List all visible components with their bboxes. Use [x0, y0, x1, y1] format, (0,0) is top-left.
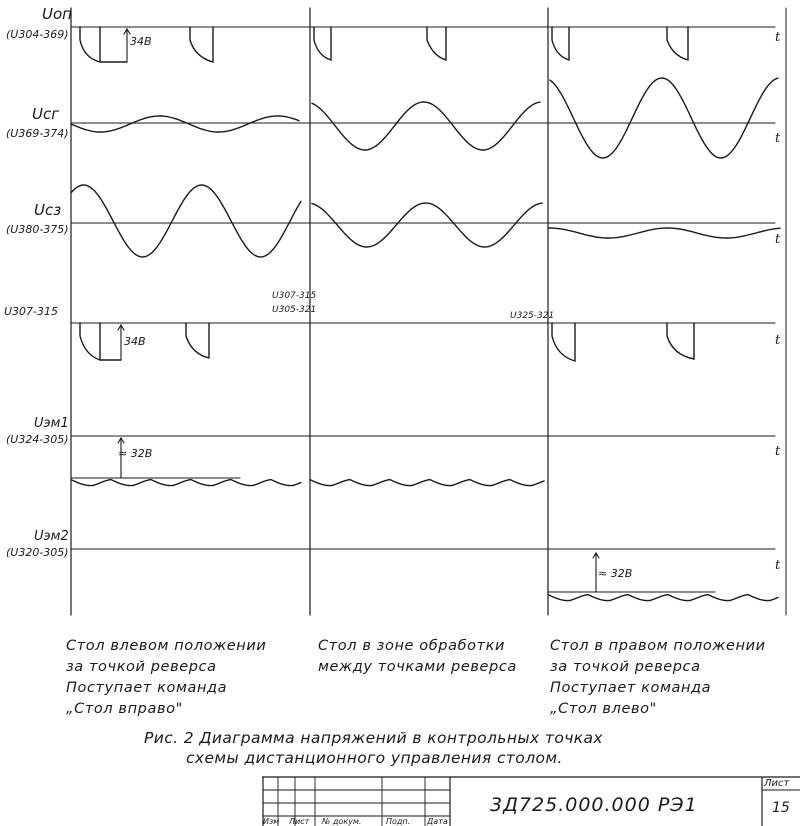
label-ucz [34, 202, 61, 219]
annotation-32v-a: ≈ 32В [118, 447, 153, 460]
t-axis-label-2: t [775, 131, 781, 146]
label-uop-sub-text: (U304-369) [6, 28, 69, 41]
stamp-col-label-1: Изм [263, 817, 280, 826]
annotation-32v-b: ≈ 32В [598, 567, 633, 580]
label-u307b [272, 291, 316, 301]
u325-wave-col3 [552, 323, 575, 361]
caption-left-line-2: за точкой реверса [66, 659, 217, 675]
ucg-wave-col2 [312, 102, 540, 150]
label-ucg-main: Uсг [32, 105, 60, 123]
u325-wave-col3b [667, 323, 694, 359]
u307-wave-col1b [186, 323, 209, 358]
label-uop-main: Uоп [42, 5, 72, 23]
sheet-number: 15 [772, 800, 790, 816]
label-ucz-main: Uсз [34, 201, 62, 219]
label-ucz-sub-text: (U380-375) [6, 223, 69, 236]
t-axis-label-4: t [775, 333, 781, 348]
caption-left [66, 636, 266, 720]
label-uem1-sub [6, 434, 69, 447]
label-uem2-sub-text: (U320-305) [6, 546, 69, 559]
caption-left-line-4: „Стол вправо" [66, 701, 183, 717]
caption-middle [318, 636, 517, 678]
label-uem2-main: Uэм2 [34, 529, 69, 544]
uem1-wave-col2 [310, 480, 544, 486]
caption-right-line-4: „Стол влево" [550, 701, 657, 717]
annotation-34v-a: 34В [130, 35, 152, 48]
sheet-label: Лист [764, 778, 790, 789]
label-uem2 [34, 530, 69, 545]
ucz-wave-col1 [71, 185, 301, 257]
u307-wave-col1 [80, 323, 121, 360]
figure-title-line-1: Рис. 2 Диаграмма напряжений в контрольных точках [144, 729, 604, 747]
caption-left-line-3: Поступает команда [66, 680, 228, 696]
label-u305 [272, 305, 316, 315]
uop-wave-col1b [190, 27, 213, 62]
uop-wave-col3b [667, 27, 688, 60]
annotation-34v-b: 34В [124, 335, 146, 348]
caption-right-line-3: Поступает команда [550, 680, 712, 696]
label-ucg-sub-text: (U369-374) [6, 127, 69, 140]
ucz-wave-col2 [312, 203, 542, 247]
t-axis-label-1: t [775, 30, 781, 45]
label-u325 [510, 311, 554, 321]
label-uem1-sub-text: (U324-305) [6, 433, 69, 446]
label-u307b-text: U307-315 [272, 291, 317, 301]
stamp-col-label-4: Подп. [386, 817, 411, 826]
label-u325-text: U325-321 [510, 311, 555, 321]
figure-title-line-2: схемы дистанционного управления столом. [186, 749, 563, 767]
stamp-col-label-2: Лист [289, 817, 310, 826]
ucg-wave-col3 [550, 78, 781, 158]
label-ucg [32, 106, 59, 123]
caption-left-line-1: Стол влевом положении [66, 638, 267, 654]
caption-right [550, 636, 766, 720]
caption-right-line-2: за точкой реверса [550, 659, 701, 675]
uop-wave-col3 [552, 27, 569, 60]
label-uem2-sub [6, 547, 69, 560]
label-ucg-sub [6, 128, 69, 141]
uop-wave-col2b [427, 27, 446, 60]
caption-middle-line-1: Стол в зоне обработки [318, 638, 506, 654]
uop-wave-col2 [314, 27, 331, 60]
label-u307-text: U307-315 [4, 305, 59, 318]
label-u305-text: U305-321 [272, 305, 317, 315]
t-axis-label-6: t [775, 558, 781, 573]
stamp-col-label-5: Дата [427, 817, 448, 826]
document-code: 3Д725.000.000 РЭ1 [490, 794, 698, 816]
uem1-wave-col1 [71, 480, 301, 486]
ucz-wave-col3 [548, 228, 780, 238]
label-uop [42, 6, 72, 23]
stamp-col-label-3: № докум. [322, 817, 362, 826]
caption-middle-line-2: между точками реверса [318, 659, 517, 675]
label-uem1-main: Uэм1 [34, 416, 69, 431]
label-uop-sub [6, 29, 69, 42]
label-uem1 [34, 417, 69, 432]
caption-right-line-1: Стол в правом положении [550, 638, 766, 654]
label-ucz-sub [6, 224, 69, 237]
label-u307 [4, 306, 58, 319]
ucg-wave-col1 [71, 116, 299, 132]
t-axis-label-3: t [775, 232, 781, 247]
t-axis-label-5: t [775, 444, 781, 459]
uop-wave-col1 [80, 27, 127, 62]
uem2-wave-col3 [548, 595, 778, 601]
